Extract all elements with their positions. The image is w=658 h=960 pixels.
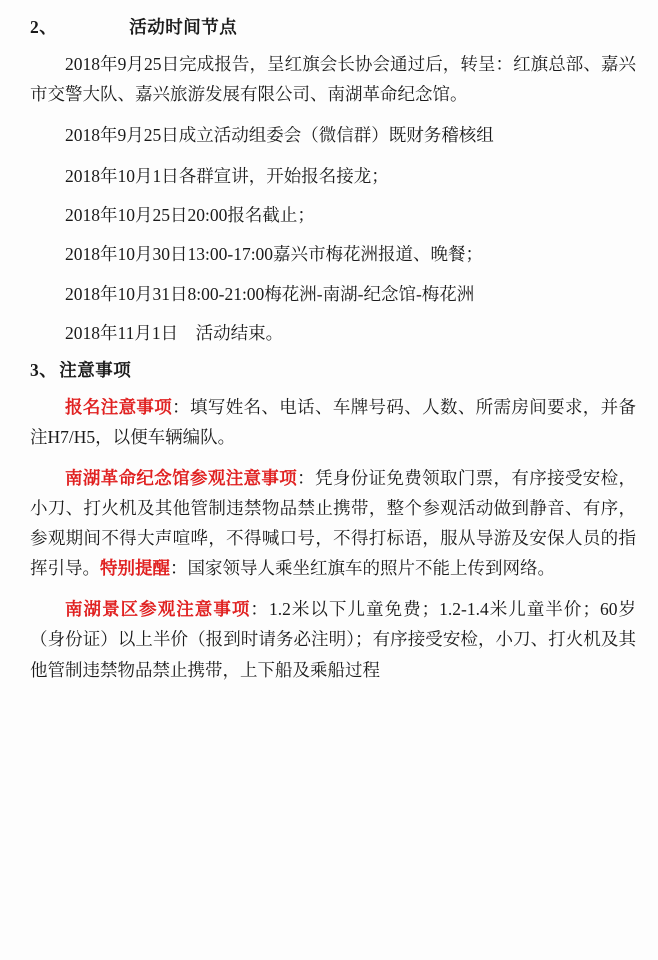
notice-label-special-reminder: 特别提醒: [100, 558, 170, 579]
notice-text-scenic: 1.2米以下儿童免费；1.2-1.4米儿童半价；60岁（身份证）以上半价（报到时请务必注明）；有序接受安检，小刀、打火机及其他管制违禁物品禁止携带，上下船及乘船过程: [30, 599, 637, 680]
section-number: 2、: [30, 17, 58, 37]
notice-text-special-reminder: 国家领导人乘坐红旗车的照片不能上传到网络。: [187, 558, 555, 579]
timeline-item: 2018年10月25日20:00报名截止；: [65, 205, 315, 226]
notice-registration: [30, 392, 636, 452]
notice-separator: ：: [170, 558, 188, 579]
notice-memorial-visit: [30, 463, 636, 583]
section-heading-2: [30, 14, 636, 39]
notice-label-memorial: 南湖革命纪念馆参观注意事项: [65, 467, 298, 488]
timeline-item: 2018年10月30日13:00-17:00嘉兴市梅花洲报道、晚餐；: [65, 244, 484, 265]
notice-scenic-area: [30, 594, 636, 684]
notice-text-registration: 填写姓名、电话、车牌号码、人数、所需房间要求，并备注H7/H5，以便车辆编队。: [30, 396, 637, 447]
section-title: 活动时间节点: [129, 17, 238, 37]
section-heading-3: [30, 357, 636, 382]
paragraph-report-submission: 2018年9月25日完成报告，呈红旗会长协会通过后，转呈：红旗总部、嘉兴市交警大队、嘉兴旅游发展有限公司、南湖革命纪念馆。: [30, 54, 636, 105]
timeline-list: [30, 161, 636, 347]
section-number: 3、: [30, 359, 58, 380]
notice-label-registration: 报名注意事项: [65, 396, 173, 417]
timeline-item: 2018年11月1日 活动结束。: [65, 322, 284, 343]
timeline-item: 2018年10月1日各群宣讲，开始报名接龙；: [65, 166, 389, 187]
notice-separator: ：: [297, 467, 315, 488]
notice-text-memorial: 凭身份证免费领取门票，有序接受安检，小刀、打火机及其他管制违禁物品禁止携带，整个参观活动做到静音、有序，参观期间不得大声喧哗，不得喊口号，不得打标语，服从导游及安保人员的指挥引导。: [30, 467, 637, 579]
paragraph-committee-setup: 2018年9月25日成立活动组委会（微信群）既财务稽核组: [65, 125, 494, 146]
section-title: 注意事项: [59, 359, 132, 380]
notice-label-scenic: 南湖景区参观注意事项: [65, 599, 251, 620]
timeline-item: 2018年10月31日8:00-21:00梅花洲-南湖-纪念馆-梅花洲: [65, 283, 475, 304]
notice-separator: ：: [250, 599, 269, 620]
notice-separator: ：: [172, 396, 190, 417]
